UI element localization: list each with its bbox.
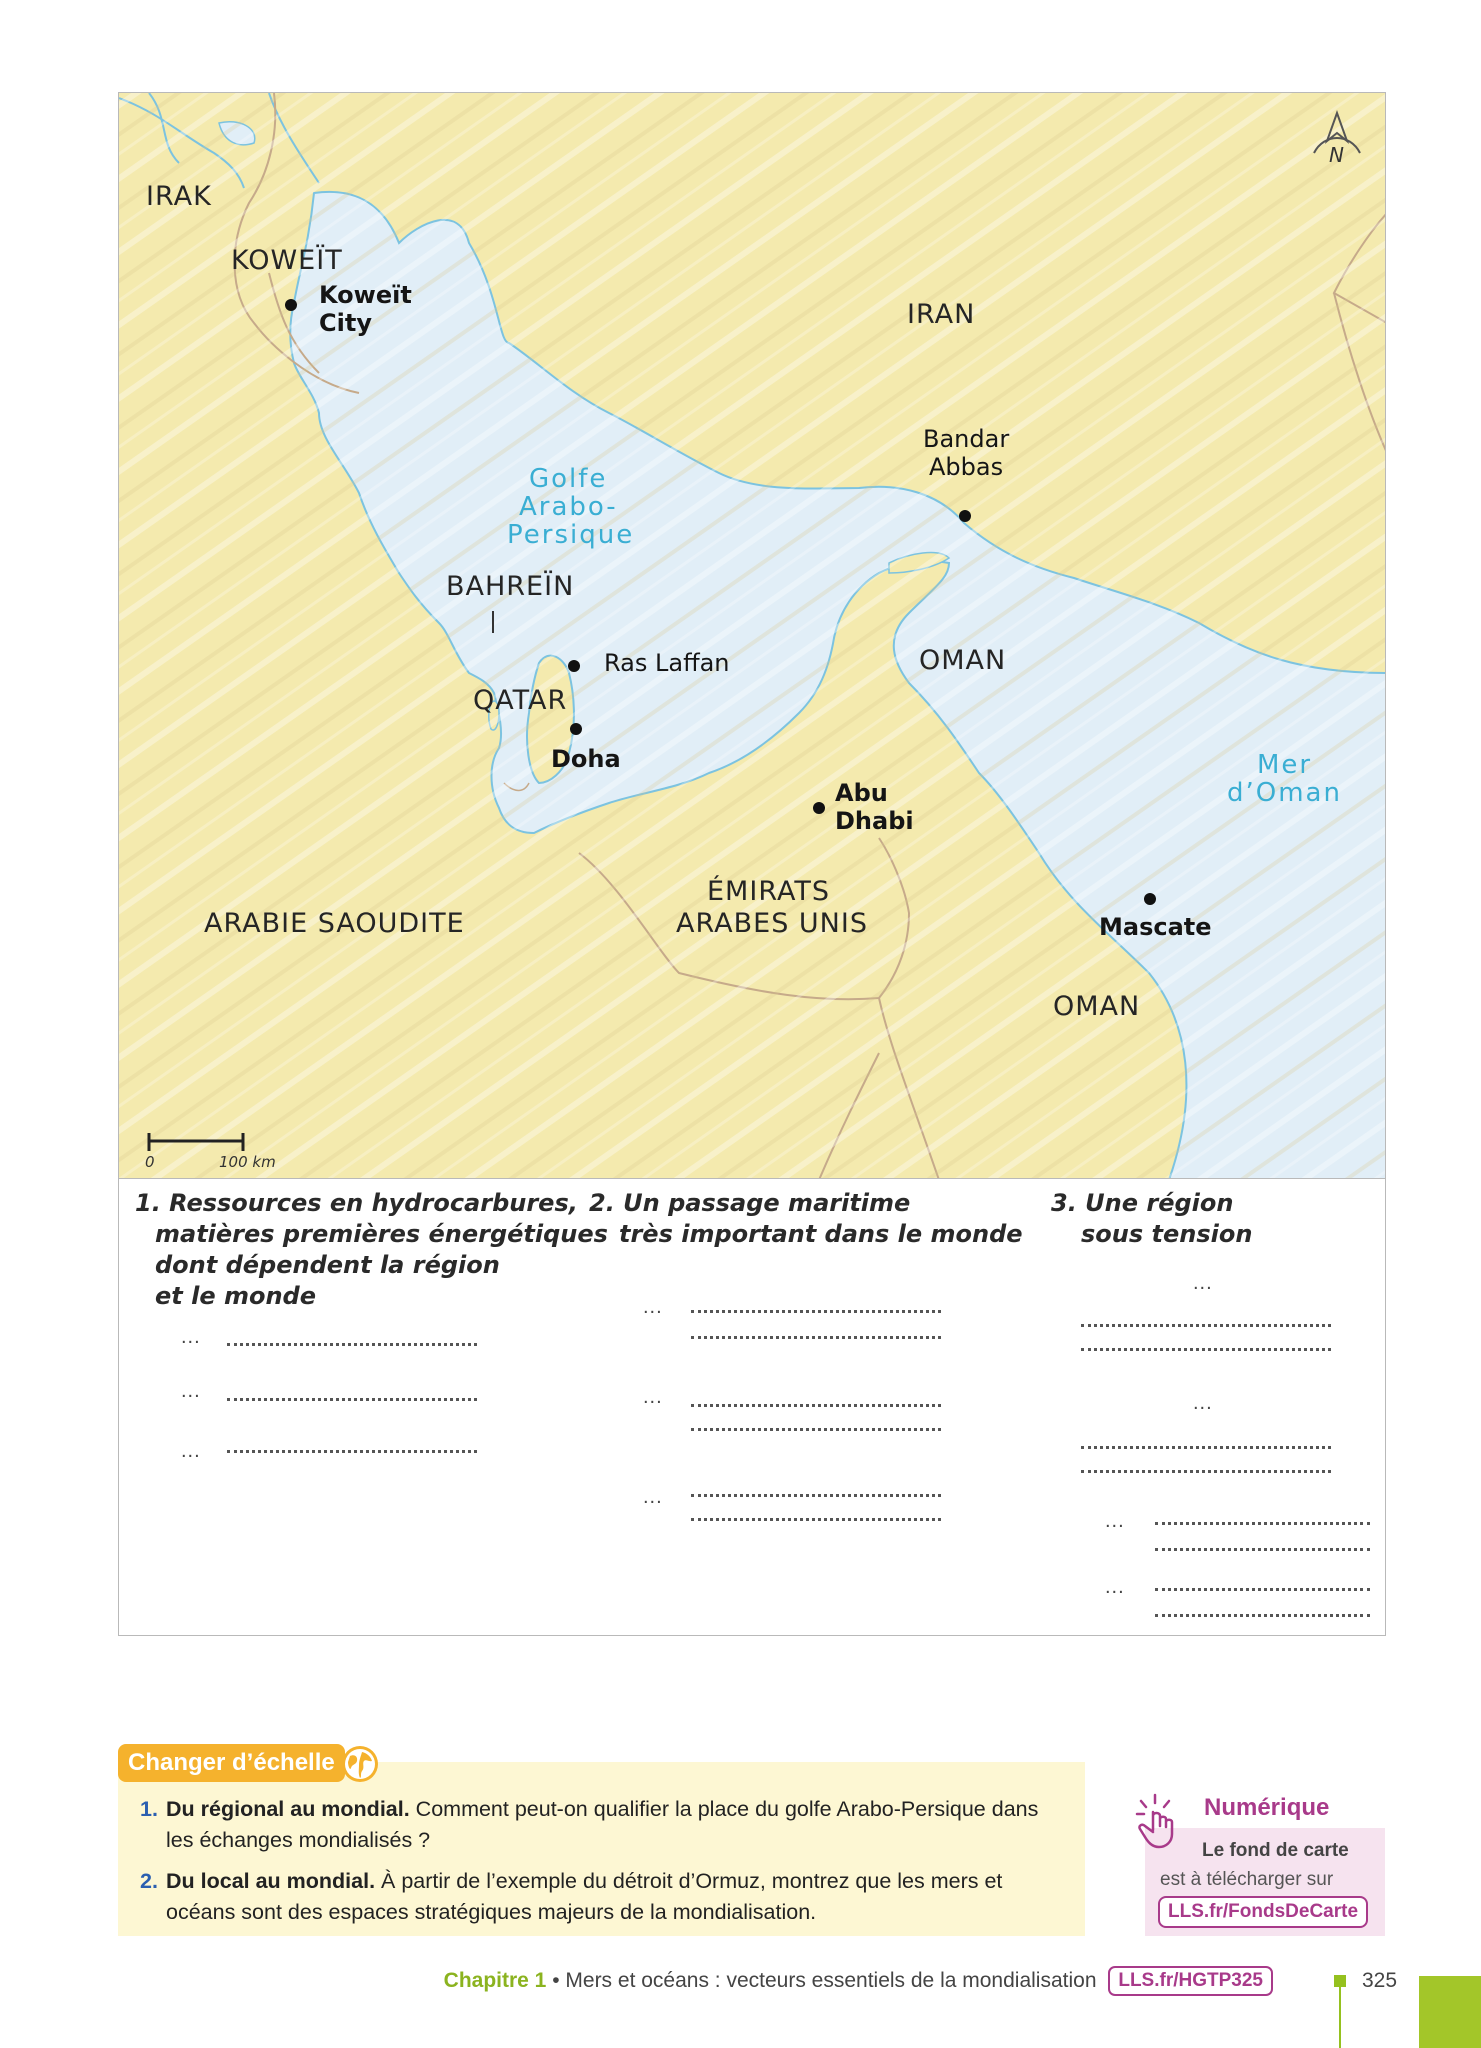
ellipsis: ... [643, 1486, 663, 1508]
ellipsis: ... [1105, 1576, 1125, 1598]
answer-line[interactable] [1155, 1588, 1370, 1591]
label-koweit: KOWEÏT [231, 245, 343, 276]
answer-line[interactable] [1081, 1470, 1331, 1473]
ellipsis: ... [643, 1386, 663, 1408]
answer-line[interactable] [691, 1310, 941, 1313]
ellipsis: ... [1105, 1510, 1125, 1532]
dot-mascate [1144, 893, 1156, 905]
map [118, 92, 1386, 1179]
page-number: 325 [1362, 1969, 1398, 1992]
label-arabie-saoudite: ARABIE SAOUDITE [204, 908, 465, 939]
label-bandar-1: Bandar [923, 425, 1010, 453]
question-heading: Du régional au mondial. [166, 1797, 410, 1821]
answer-line[interactable] [227, 1398, 477, 1401]
label-emirats-2: ARABES UNIS [676, 908, 868, 939]
footer [444, 1965, 1273, 1997]
answer-line[interactable] [1081, 1324, 1331, 1327]
ellipsis: ... [1193, 1272, 1213, 1294]
answer-line[interactable] [691, 1404, 941, 1407]
answer-line[interactable] [1155, 1614, 1370, 1617]
label-mascate: Mascate [1099, 913, 1212, 941]
dot-ras-laffan [568, 660, 580, 672]
question-number: 1. [140, 1797, 158, 1821]
question-text: Comment peut-on qualifier la place du golfe Arabo-Persique dans les échanges mondialisés ? [166, 1797, 1039, 1852]
label-abu-dhabi-2: Dhabi [835, 807, 914, 835]
legend-col1-title: 1. Ressources en hydrocarbures, matières premières énergétiques dont dépendent la région et le monde [135, 1189, 608, 1310]
changer-echelle-badge: Changer d’échelle [118, 1744, 345, 1782]
legend-box [118, 1178, 1386, 1636]
dot-bandar-abbas [959, 510, 971, 522]
footer-chapter: Chapitre 1 [443, 1969, 547, 1992]
footer-marker [1334, 1975, 1346, 1987]
label-mer-1: Mer [1257, 750, 1313, 780]
label-koweit-city-1: Koweït [319, 281, 412, 309]
legend-col3-title: 3. Une région sous tension [1051, 1189, 1253, 1248]
label-oman-south: OMAN [1053, 991, 1141, 1022]
numerique-title: Numérique [1204, 1794, 1330, 1821]
label-golfe-3: Persique [507, 520, 635, 550]
chapter-tab [1419, 1976, 1481, 2048]
label-oman-north: OMAN [919, 645, 1007, 676]
footer-divider [1339, 1987, 1341, 2048]
answer-line[interactable] [1081, 1446, 1331, 1449]
question-text: À partir de l’exemple du détroit d’Ormuz, montrez que les mers et océans sont des espaces stratégiques majeurs de la mondialisation. [166, 1869, 1003, 1924]
dot-koweit-city [285, 299, 297, 311]
answer-line[interactable] [691, 1494, 941, 1497]
question-1 [140, 1794, 1060, 1856]
answer-line[interactable] [1081, 1348, 1331, 1351]
label-golfe-1: Golfe [529, 464, 608, 494]
label-iran: IRAN [907, 299, 976, 330]
ellipsis: ... [643, 1296, 663, 1318]
answer-line[interactable] [691, 1518, 941, 1521]
label-emirats-1: ÉMIRATS [707, 876, 830, 907]
ellipsis: ... [181, 1380, 201, 1402]
legend-col2-title: 2. Un passage maritime très important dans le monde [589, 1189, 1023, 1248]
ellipsis: ... [181, 1326, 201, 1348]
ellipsis: ... [181, 1440, 201, 1462]
numerique-line-1: Le fond de carte [1202, 1840, 1349, 1861]
ellipsis: ... [1193, 1392, 1213, 1414]
dot-abu-dhabi [813, 802, 825, 814]
label-mer-2: d’Oman [1227, 778, 1342, 808]
label-bahrein: BAHREÏN [446, 571, 575, 602]
hand-pointer-icon [1133, 1792, 1189, 1850]
label-bandar-2: Abbas [929, 453, 1004, 481]
globe-icon [340, 1744, 380, 1784]
dot-doha [570, 723, 582, 735]
scale-zero: 0 [145, 1153, 155, 1171]
answer-line[interactable] [1155, 1548, 1370, 1551]
footer-link[interactable]: LLS.fr/HGTP325 [1108, 1966, 1273, 1996]
answer-line[interactable] [691, 1336, 941, 1339]
numerique-line-2: est à télécharger sur [1160, 1869, 1334, 1890]
answer-line[interactable] [1155, 1522, 1370, 1525]
answer-line[interactable] [227, 1343, 477, 1346]
label-irak: IRAK [146, 181, 212, 212]
question-number: 2. [140, 1869, 158, 1893]
label-qatar: QATAR [473, 685, 568, 716]
fonds-de-carte-link[interactable]: LLS.fr/FondsDeCarte [1158, 1896, 1368, 1928]
label-golfe-2: Arabo- [519, 492, 618, 522]
footer-title: Mers et océans : vecteurs essentiels de la mondialisation [565, 1969, 1097, 1992]
scale-distance: 100 km [219, 1153, 276, 1171]
label-abu-dhabi-1: Abu [835, 779, 888, 807]
label-ras-laffan: Ras Laffan [604, 649, 730, 677]
label-doha: Doha [551, 745, 621, 773]
footer-separator: • [546, 1969, 566, 1992]
north-label: N [1329, 143, 1344, 167]
question-2 [140, 1866, 1060, 1928]
answer-line[interactable] [227, 1450, 477, 1453]
question-heading: Du local au mondial. [166, 1869, 376, 1893]
label-koweit-city-2: City [319, 309, 372, 337]
answer-line[interactable] [691, 1428, 941, 1431]
